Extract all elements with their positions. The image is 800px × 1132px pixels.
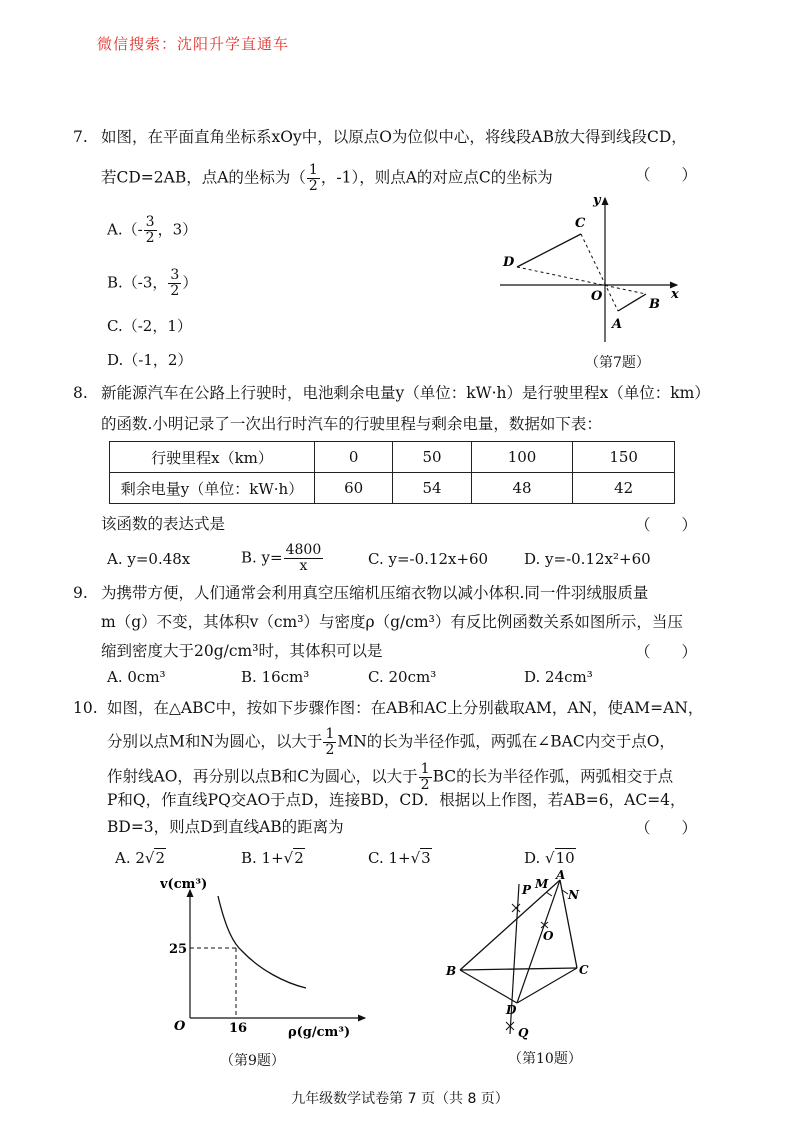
point-p-label: P bbox=[522, 883, 532, 897]
point-m-label: M bbox=[535, 877, 549, 891]
table-cell: 48 bbox=[471, 473, 573, 504]
q9-option-c: C. 20cm³ bbox=[368, 668, 437, 686]
segment-ab bbox=[618, 294, 646, 311]
q8-option-d: D. y=-0.12x²+60 bbox=[524, 550, 651, 568]
q10-option-b: B. 1+√2 bbox=[241, 849, 304, 867]
q7-fraction: $\frac{1}{2}$ bbox=[308, 162, 318, 194]
table-cell: 50 bbox=[393, 442, 471, 473]
q8-line2: 的函数.小明记录了一次出行时汽车的行驶里程与剩余电量，数据如下表： bbox=[101, 415, 602, 433]
q7-figure bbox=[495, 190, 690, 350]
q8-line1: 新能源汽车在公路上行驶时，电池剩余电量y（单位：kW·h）是行驶里程x（单位：km） bbox=[101, 384, 710, 402]
point-q-label: Q bbox=[518, 1026, 529, 1040]
q7-option-a: A.（- $\frac{3}{2}$ ，3） bbox=[107, 214, 198, 246]
table-row bbox=[110, 442, 675, 473]
table-cell: 54 bbox=[393, 473, 471, 504]
q9-line1: 为携带方便，人们通常会利用真空压缩机压缩衣物以减小体积.同一件羽绒服质量 bbox=[101, 584, 649, 602]
table-cell: 100 bbox=[471, 442, 573, 473]
side-bc bbox=[460, 968, 577, 970]
q10-answer-paren: （ ） bbox=[635, 819, 698, 837]
table-row bbox=[110, 473, 675, 504]
q9-option-d: D. 24cm³ bbox=[524, 668, 593, 686]
q10-caption: （第10题） bbox=[508, 1051, 582, 1067]
q10-figure bbox=[440, 866, 610, 1046]
origin-label: O bbox=[174, 1019, 186, 1034]
point-a-label: A bbox=[612, 317, 623, 332]
q7-option-b: B.（-3， $\frac{3}{2}$ ） bbox=[107, 267, 198, 299]
table-cell: 剩余电量y（单位：kW·h） bbox=[110, 473, 315, 504]
x-value-label: 16 bbox=[229, 1021, 248, 1036]
q9-line2: m（g）不变，其体积v（cm³）与密度ρ（g/cm³）有反比例函数关系如图所示，当压 bbox=[101, 613, 683, 631]
q7-option-c: C.（-2，1） bbox=[107, 317, 192, 335]
arc-mark-m bbox=[546, 892, 552, 896]
q10-number: 10. bbox=[73, 699, 98, 717]
q7-number: 7. bbox=[73, 128, 88, 146]
point-d-label: D bbox=[506, 1003, 517, 1017]
q10-line4: P和Q，作直线PQ交AO于点D，连接BD，CD．根据以上作图，若AB=6，AC=4， bbox=[107, 791, 686, 809]
q10-line3: 作射线AO，再分别以点B和C为圆心，以大于 $\frac{1}{2}$ BC的长为半径作弧，两弧相交于点 bbox=[107, 761, 674, 793]
q7-line2: 若CD=2AB，点A的坐标为（ $\frac{1}{2}$ ，-1），则点A的对应点C的坐标为 bbox=[101, 162, 553, 194]
q9-caption: （第9题） bbox=[220, 1053, 285, 1069]
point-c-label: C bbox=[575, 216, 586, 231]
table-cell: 150 bbox=[573, 442, 675, 473]
q10-option-d: D. √10 bbox=[524, 849, 575, 867]
watermark: 微信搜索：沈阳升学直通车 bbox=[97, 35, 290, 53]
inverse-curve bbox=[218, 896, 306, 988]
segment-cd bbox=[517, 234, 581, 267]
point-d-label: D bbox=[503, 255, 515, 270]
point-c-label: C bbox=[579, 963, 589, 977]
q10-line5: BD=3，则点D到直线AB的距离为 bbox=[107, 818, 344, 836]
x-axis-label: ρ(g/cm³) bbox=[288, 1025, 351, 1040]
table-cell: 0 bbox=[315, 442, 393, 473]
table-cell: 60 bbox=[315, 473, 393, 504]
y-value-label: 25 bbox=[169, 942, 188, 957]
q10-option-c: C. 1+√3 bbox=[368, 849, 431, 867]
q9-option-a: A. 0cm³ bbox=[107, 668, 166, 686]
segment-cd bbox=[517, 968, 577, 1003]
q8-number: 8. bbox=[73, 384, 88, 402]
q9-number: 9. bbox=[73, 584, 88, 602]
point-b-label: B bbox=[446, 964, 457, 978]
q10-option-a: A. 2√2 bbox=[115, 849, 166, 867]
q8-option-a: A. y=0.48x bbox=[107, 550, 191, 568]
segment-bd bbox=[460, 970, 517, 1003]
q9-answer-paren: （ ） bbox=[635, 643, 698, 661]
q7-line1: 如图，在平面直角坐标系xOy中，以原点O为位似中心，将线段AB放大得到线段CD， bbox=[101, 128, 687, 146]
dashed-db bbox=[517, 267, 646, 294]
q8-option-b: B. y= $\frac{4800}{x}$ bbox=[241, 542, 322, 574]
q8-option-c: C. y=-0.12x+60 bbox=[368, 550, 489, 568]
q10-line1: 如图，在△ABC中，按如下步骤作图：在AB和AC上分别截取AM，AN，使AM=AN， bbox=[107, 699, 704, 717]
q8-answer-paren: （ ） bbox=[635, 516, 698, 534]
arc-mark-p bbox=[512, 904, 520, 912]
q9-figure bbox=[160, 878, 380, 1048]
table-cell: 行驶里程x（km） bbox=[110, 442, 315, 473]
q8-question: 该函数的表达式是 bbox=[101, 515, 226, 533]
x-axis-label: x bbox=[671, 287, 679, 302]
q7-caption: （第7题） bbox=[585, 355, 650, 371]
point-n-label: N bbox=[568, 888, 579, 902]
point-o-label: O bbox=[543, 929, 554, 943]
y-axis-label: v(cm³) bbox=[160, 878, 208, 892]
q7-option-d: D.（-1，2） bbox=[107, 351, 193, 369]
page-footer: 九年级数学试卷第 7 页（共 8 页） bbox=[291, 1091, 509, 1107]
q9-line3: 缩到密度大于20g/cm³时，其体积可以是 bbox=[101, 642, 383, 660]
q7-answer-paren: （ ） bbox=[635, 166, 698, 184]
table-cell: 42 bbox=[573, 473, 675, 504]
ray-ao bbox=[517, 880, 560, 1003]
q9-option-b: B. 16cm³ bbox=[241, 668, 310, 686]
origin-label: O bbox=[591, 289, 603, 304]
y-axis-label: y bbox=[593, 193, 601, 208]
q10-line2: 分别以点M和N为圆心，以大于 $\frac{1}{2}$ MN的长为半径作弧，两弧在∠BAC内交于点O， bbox=[107, 726, 675, 758]
point-a-label: A bbox=[556, 868, 566, 882]
point-b-label: B bbox=[649, 297, 660, 312]
q8-table bbox=[109, 441, 675, 504]
